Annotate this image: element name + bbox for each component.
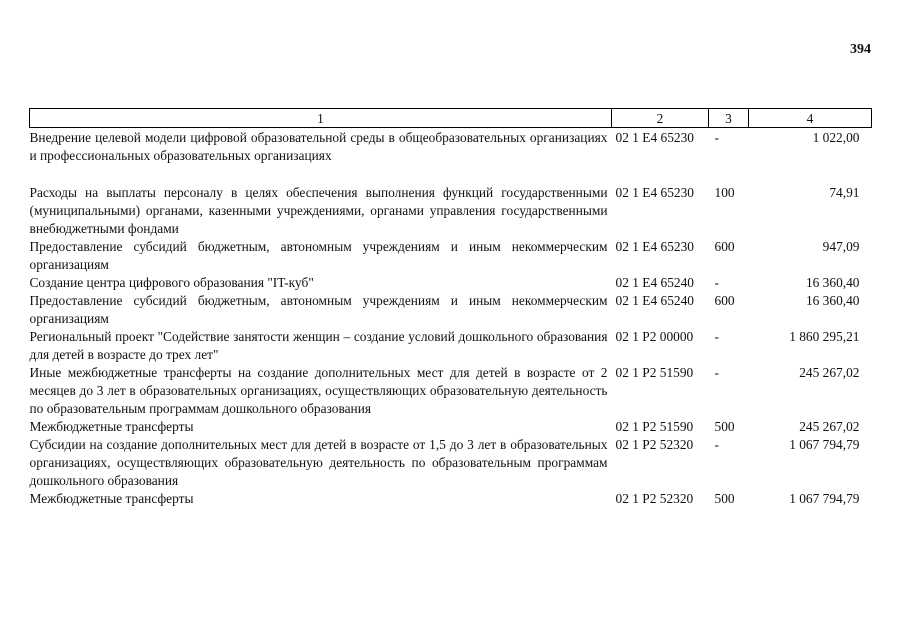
table-row bbox=[30, 184, 872, 238]
row-amount: 245 267,02 bbox=[799, 419, 860, 434]
row-name: Межбюджетные трансферты bbox=[29, 419, 194, 434]
table-row bbox=[30, 490, 872, 508]
row-amount: 245 267,02 bbox=[799, 365, 860, 380]
row-type: 500 bbox=[714, 491, 735, 506]
row-type: 100 bbox=[714, 185, 735, 200]
table-row bbox=[30, 364, 872, 418]
row-type: 500 bbox=[714, 419, 735, 434]
row-code: 02 1 E4 65230 bbox=[615, 239, 694, 254]
row-amount: 1 022,00 bbox=[812, 130, 860, 145]
row-amount: 16 360,40 bbox=[805, 275, 860, 290]
row-type: - bbox=[714, 275, 719, 290]
row-code: 02 1 E4 65240 bbox=[615, 293, 694, 308]
row-name: Внедрение целевой модели цифровой образовательной среды в общеобразовательных организациях и профессиональных образовательных организациях bbox=[29, 130, 608, 163]
row-code: 02 1 P2 51590 bbox=[615, 365, 694, 380]
row-amount: 1 067 794,79 bbox=[789, 491, 860, 506]
table-row bbox=[30, 128, 872, 185]
table-row bbox=[30, 238, 872, 274]
row-type: - bbox=[714, 437, 719, 452]
page-number: 394 bbox=[850, 42, 871, 57]
row-code: 02 1 P2 52320 bbox=[615, 491, 694, 506]
row-amount: 16 360,40 bbox=[805, 293, 860, 308]
row-name: Предоставление субсидий бюджетным, автономным учреждениям и иным некоммерческим организациям bbox=[29, 293, 608, 326]
row-name: Межбюджетные трансферты bbox=[29, 491, 194, 506]
row-name: Расходы на выплаты персоналу в целях обеспечения выполнения функций государственными (муниципальными) органами, казенными учреждениями, органами управления государственными внебюджетными фондами bbox=[29, 185, 608, 236]
row-amount: 1 860 295,21 bbox=[789, 329, 860, 344]
header-col-1: 1 bbox=[30, 109, 612, 128]
row-name: Иные межбюджетные трансферты на создание дополнительных мест для детей в возрасте от 2 месяцев до 3 лет в образовательных организациях, осуществляющих образовательную деятельность по образовательным программам дошкольного образования bbox=[29, 365, 608, 416]
row-name: Региональный проект "Содействие занятости женщин – создание условий дошкольного образования для детей в возрасте до трех лет" bbox=[29, 329, 608, 362]
row-code: 02 1 P2 00000 bbox=[615, 329, 694, 344]
table-row bbox=[30, 274, 872, 292]
row-code: 02 1 P2 52320 bbox=[615, 437, 694, 452]
row-code: 02 1 E4 65230 bbox=[615, 185, 694, 200]
row-code: 02 1 E4 65240 bbox=[615, 275, 694, 290]
header-col-4: 4 bbox=[749, 109, 872, 128]
row-name: Субсидии на создание дополнительных мест для детей в возрасте от 1,5 до 3 лет в образовательных организациях, осуществляющих образовательную деятельность по образовательным программам дошкольного образования bbox=[29, 437, 608, 488]
row-type: 600 bbox=[714, 239, 735, 254]
table-row bbox=[30, 436, 872, 490]
row-amount: 74,91 bbox=[829, 185, 860, 200]
table-row bbox=[30, 328, 872, 364]
row-type: 600 bbox=[714, 293, 735, 308]
header-col-2: 2 bbox=[612, 109, 709, 128]
table-header bbox=[30, 109, 872, 128]
table-row bbox=[30, 418, 872, 436]
row-type: - bbox=[714, 365, 719, 380]
budget-table bbox=[29, 108, 872, 508]
table-row bbox=[30, 292, 872, 328]
row-type: - bbox=[714, 130, 719, 145]
row-name: Создание центра цифрового образования "IT-куб" bbox=[29, 275, 314, 290]
row-amount: 947,09 bbox=[822, 239, 860, 254]
row-code: 02 1 P2 51590 bbox=[615, 419, 694, 434]
row-amount: 1 067 794,79 bbox=[789, 437, 860, 452]
header-col-3: 3 bbox=[709, 109, 749, 128]
row-name: Предоставление субсидий бюджетным, автономным учреждениям и иным некоммерческим организациям bbox=[29, 239, 608, 272]
row-code: 02 1 E4 65230 bbox=[615, 130, 694, 145]
table-body bbox=[30, 128, 872, 509]
row-type: - bbox=[714, 329, 719, 344]
